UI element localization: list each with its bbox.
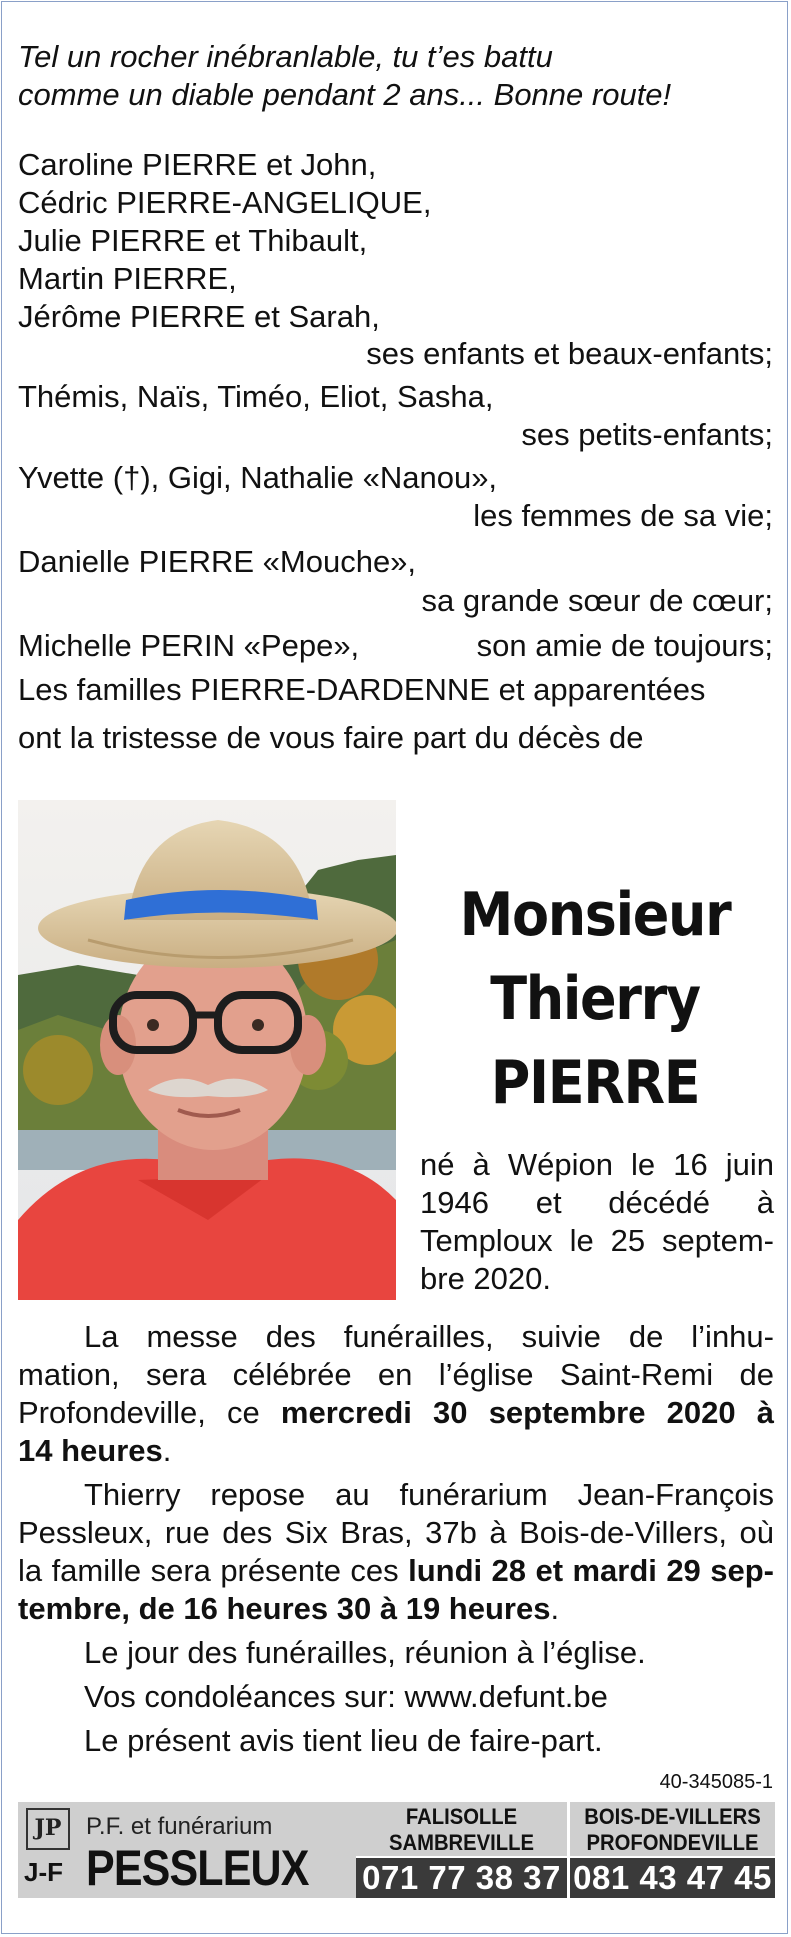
families-line-2: ont la tristesse de vous faire part du décès de xyxy=(18,720,644,755)
service-date: mercredi 30 septembre 2020 à xyxy=(280,1395,775,1430)
service-location: Profondeville, ce xyxy=(18,1395,260,1430)
family-line-5: Jérôme PIERRE et Sarah, xyxy=(18,299,380,334)
intro-line-1: Tel un rocher inébranlable, tu t’es battu xyxy=(18,39,553,74)
birth-line-4: bre 2020. xyxy=(420,1261,551,1296)
friend: Michelle PERIN «Pepe», xyxy=(18,628,360,663)
service-time: 14 heures xyxy=(18,1433,163,1468)
condolences-note: Vos condoléances sur: www.defunt.be xyxy=(84,1679,608,1714)
birth-line-3: Temploux le 25 septem- xyxy=(420,1223,774,1258)
office-2-city-2: PROFONDEVILLE xyxy=(586,1830,759,1855)
service-period: . xyxy=(162,1433,172,1468)
visitation-days: lundi 28 et mardi 29 sep- xyxy=(408,1553,774,1588)
deceased-last-name: PIERRE xyxy=(490,1048,700,1118)
service-p1-line-3 xyxy=(18,1394,774,1432)
family-line-4: Martin PIERRE, xyxy=(18,261,237,296)
service-p1-line-1: La messe des funérailles, suivie de l’inhu- xyxy=(84,1319,774,1354)
family-line-2: Cédric PIERRE-ANGELIQUE, xyxy=(18,185,432,220)
funeral-home-prefix: J-F xyxy=(24,1857,63,1887)
reunion-note: Le jour des funérailles, réunion à l’église. xyxy=(84,1635,646,1670)
office-1-phone: 071 77 38 37 xyxy=(356,1858,567,1898)
women-of-life: Yvette (†), Gigi, Nathalie «Nanou», xyxy=(18,460,498,495)
deceased-photo xyxy=(18,800,396,1300)
birth-line-2: 1946 et décédé à xyxy=(420,1185,774,1220)
family-line-1: Caroline PIERRE et John, xyxy=(18,147,377,182)
family-line-3: Julie PIERRE et Thibault, xyxy=(18,223,368,258)
service-p2-line-1: Thierry repose au funérarium Jean-François xyxy=(84,1477,774,1512)
children-role: ses enfants et beaux-enfants; xyxy=(366,336,773,371)
families-line-1: Les familles PIERRE-DARDENNE et apparentées xyxy=(18,672,706,707)
funeral-home-name: PESSLEUX xyxy=(86,1840,309,1896)
sister: Danielle PIERRE «Mouche», xyxy=(18,544,417,579)
intro-line-2: comme un diable pendant 2 ans... Bonne route! xyxy=(18,77,672,112)
reference-number: 40-345085-1 xyxy=(659,1771,773,1793)
visitation-period: . xyxy=(550,1591,560,1626)
faire-part-note: Le présent avis tient lieu de faire-part. xyxy=(84,1723,603,1758)
service-p1-line-2: mation, sera célébrée en l’église Saint-Remi de xyxy=(18,1357,774,1392)
grandchildren-role: ses petits-enfants; xyxy=(521,417,773,452)
funeral-home-banner xyxy=(18,1802,775,1898)
service-p2-line-3 xyxy=(18,1552,774,1590)
funeral-home-logo: JP xyxy=(26,1808,70,1850)
birth-line-1: né à Wépion le 16 juin xyxy=(420,1147,774,1182)
women-role: les femmes de sa vie; xyxy=(473,498,773,533)
deceased-title: Monsieur xyxy=(459,880,731,950)
sister-role: sa grande sœur de cœur; xyxy=(421,583,773,618)
office-1-city: FALISOLLE xyxy=(405,1804,518,1829)
service-p1-line-4 xyxy=(18,1432,171,1470)
service-p2-line-2: Pessleux, rue des Six Bras, 37b à Bois-de-Villers, où xyxy=(18,1515,774,1550)
visitation-hours: tembre, de 16 heures 30 à 19 heures xyxy=(18,1591,551,1626)
visitation-intro: la famille sera présente ces xyxy=(18,1553,399,1588)
funeral-home-tagline: P.F. et funérarium xyxy=(86,1813,273,1840)
office-2-phone: 081 43 47 45 xyxy=(570,1858,775,1898)
deceased-first-name: Thierry xyxy=(490,964,700,1034)
friend-role: son amie de toujours; xyxy=(476,628,773,663)
office-2-city: BOIS-DE-VILLERS xyxy=(584,1804,761,1829)
grandchildren: Thémis, Naïs, Timéo, Eliot, Sasha, xyxy=(18,379,494,414)
service-p2-line-4 xyxy=(18,1590,559,1628)
office-1-city-2: SAMBREVILLE xyxy=(388,1830,535,1855)
